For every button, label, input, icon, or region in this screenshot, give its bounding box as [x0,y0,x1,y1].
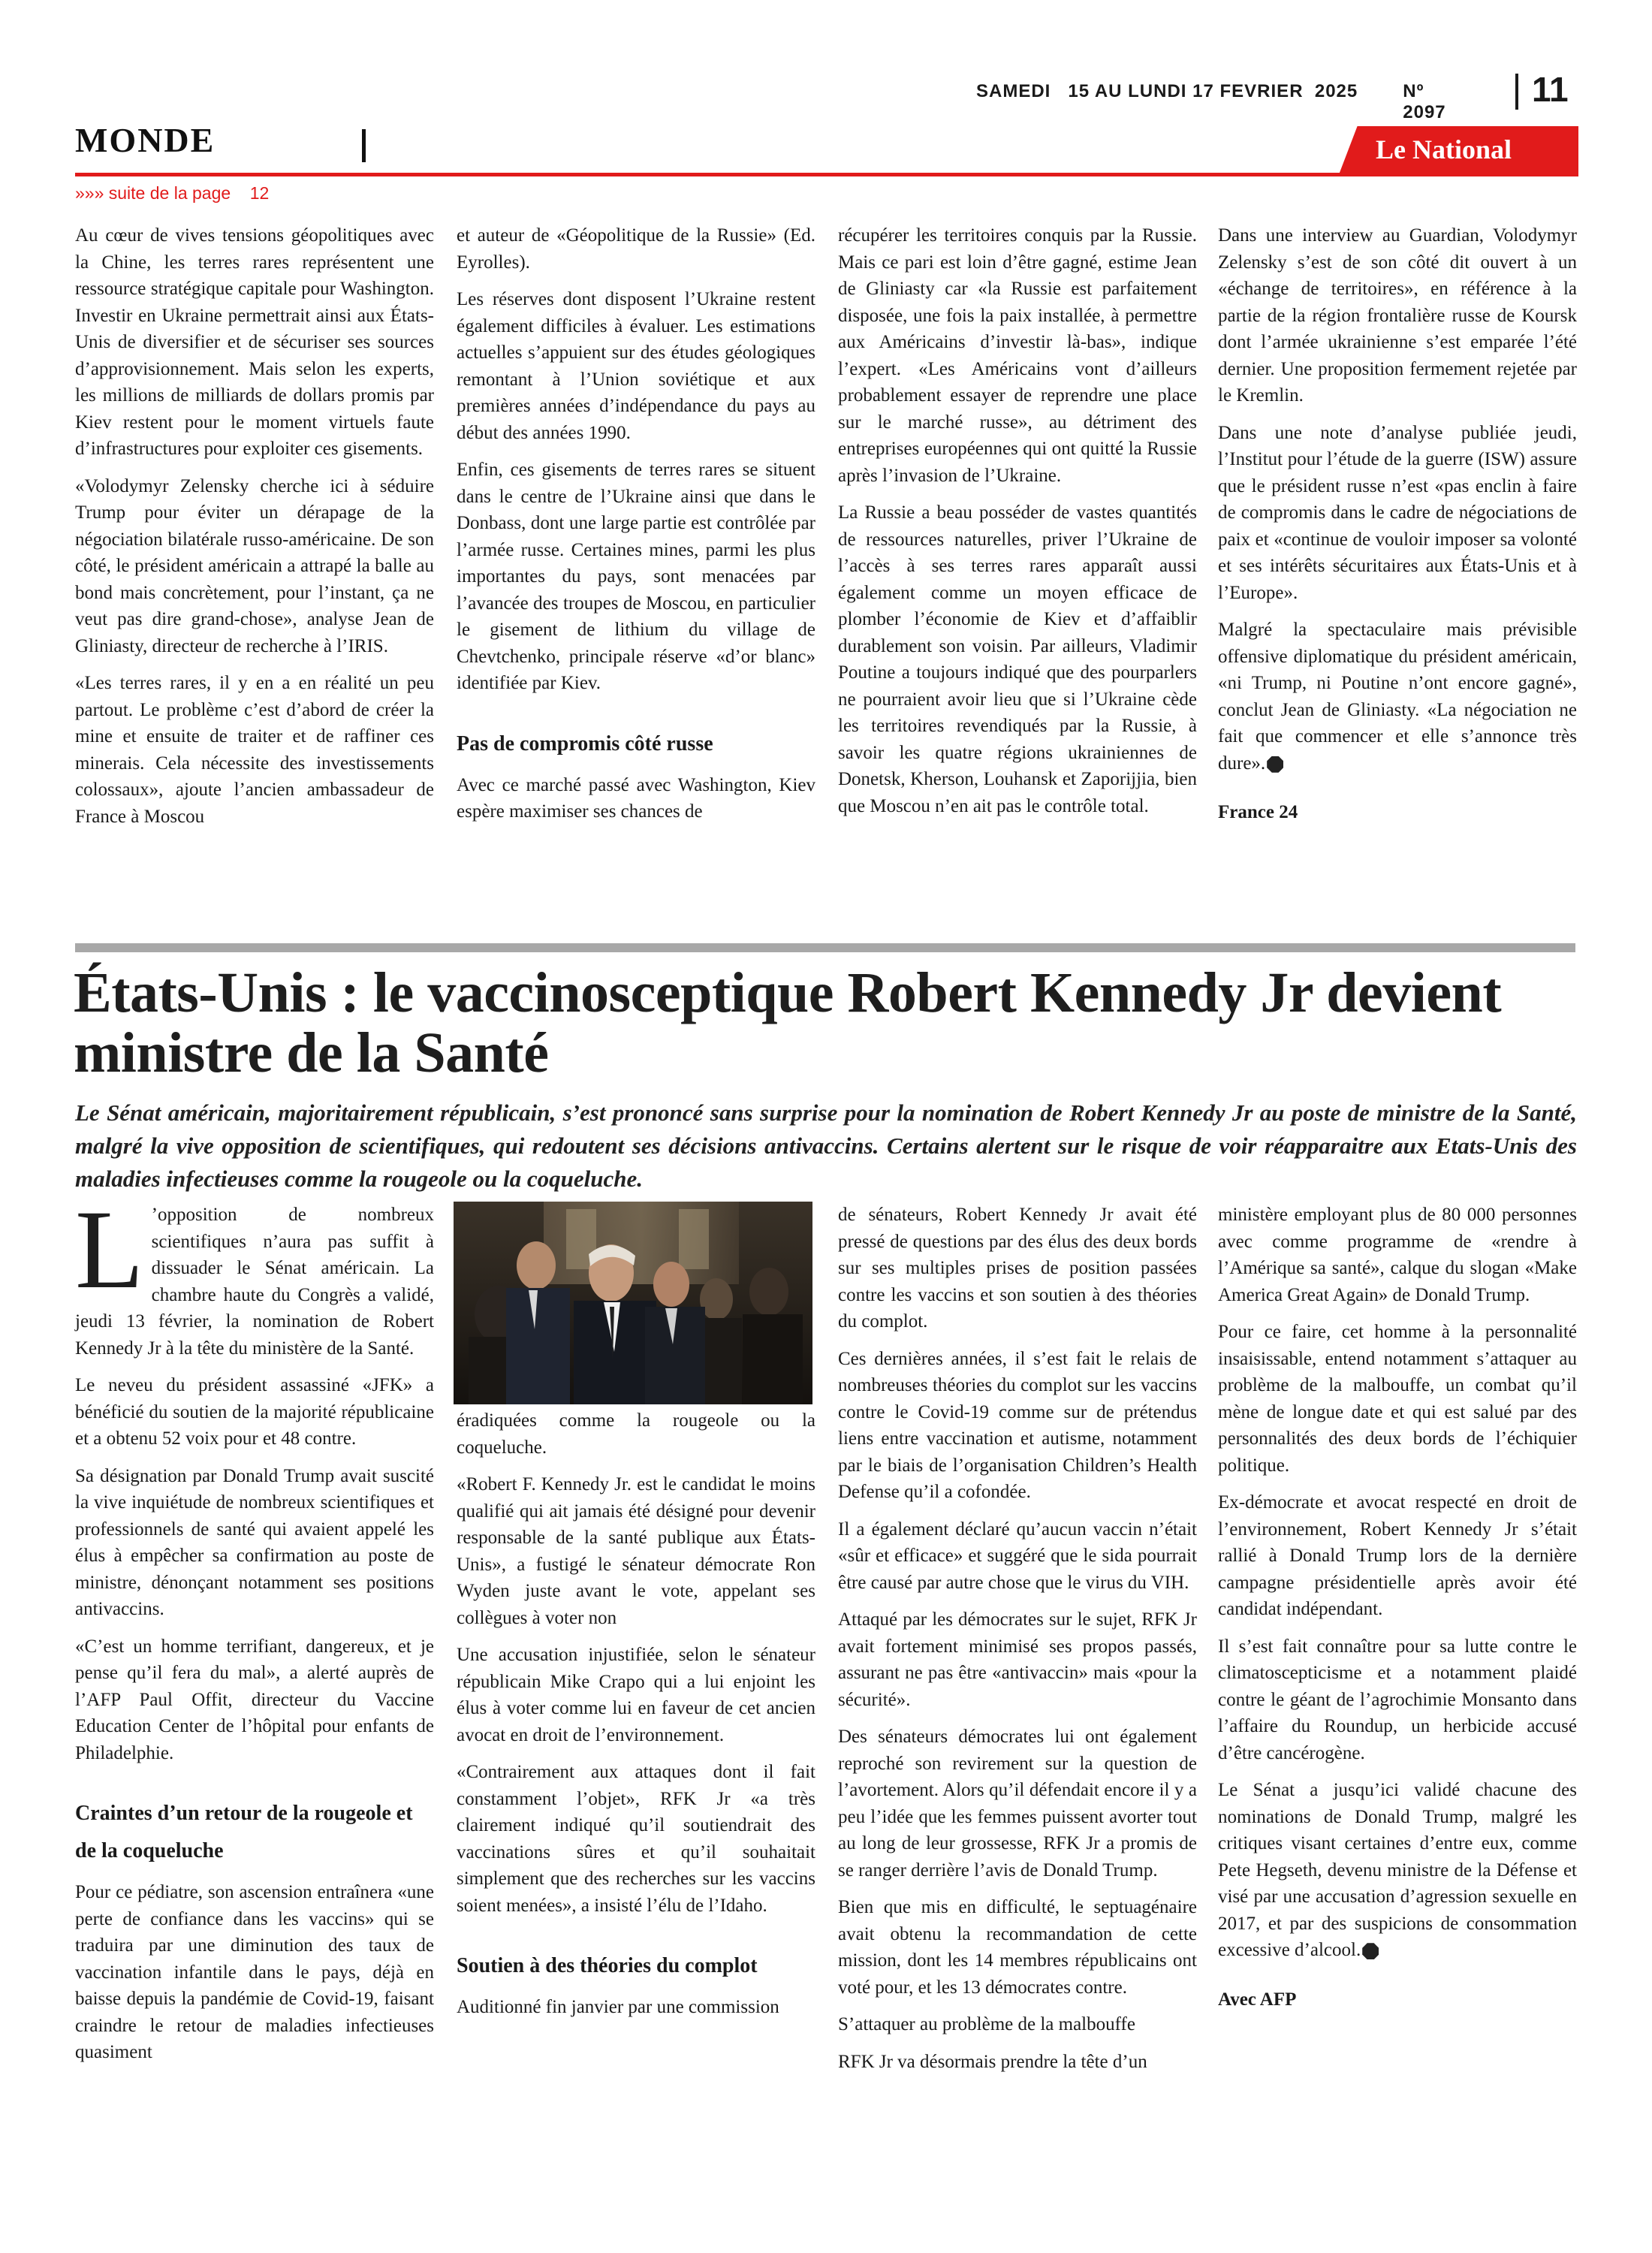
paragraph: et auteur de «Géopolitique de la Russie» (Ed. Eyrolles). [457,225,815,273]
paragraph: Attaqué par les démocrates sur le sujet, RFK Jr avait fortement minimisé ses propos passés, assurant ne pas être «antivaccin» mais «pour la sécurité». [838,1609,1197,1710]
paragraph: ministère employant plus de 80 000 personnes avec comme programme de «rendre à l’Amérique sa santé», calque du slogan «Make America Great Again» de Donald Trump. [1218,1205,1577,1305]
paragraph: Avec ce marché passé avec Washington, Kiev espère maximiser ses chances de [457,774,815,822]
paragraph: Les réserves dont disposent l’Ukraine restent également difficiles à évaluer. Les estimations actuelles s’appuient sur des études géologiques remontant à l’Union soviétique et aux premières années d’indépendance du pays au début des années 1990. [457,289,815,443]
paragraph: Des sénateurs démocrates lui ont également reproché son revirement sur la question de l’avortement. Alors qu’il défendait encore il y a peu l’idée que les femmes puissent avorter tout au long de leur grossesse, RFK Jr a promis de se ranger derrière l’avis de Donald Trump. [838,1727,1197,1881]
paragraph: Il s’est fait connaître pour sa lutte contre le climatoscepticisme et a notamment plaidé contre le géant de l’agrochimie Monsanto dans l’affaire du Roundup, un herbicide accusé d’être cancérogène. [1218,1636,1577,1763]
main-article-column-2 [457,1407,815,2031]
dropcap: L [75,1187,144,1312]
end-mark-icon [1362,1943,1379,1959]
paragraph: Le neveu du président assassiné «JFK» a bénéficié du soutien de la majorité républicaine et a obtenu 52 voix pour et 48 contre. [75,1375,434,1449]
article-source: Avec AFP [1218,1989,1297,2010]
paragraph: RFK Jr va désormais prendre la tête d’un [838,2051,1147,2072]
main-headline: États-Unis : le vaccinosceptique Robert Kennedy Jr devient ministre de la Santé [74,961,1502,1084]
paragraph-text: Le Sénat a jusqu’ici validé chacune des nominations de Donald Trump, malgré les critiques visant certaines d’entre eux, comme Pete Hegseth, devenu ministre de la Défense et visé par une accusation d’agression sexuelle en 2017, et par des suspicions de consommation excessive d’alcool. [1218,1780,1577,1960]
paragraph: Bien que mis en difficulté, le septuagénaire avait obtenu la recommandation de cette mission, dont les 14 membres républicains ont voté pour, et les 13 démocrates contre. [838,1897,1197,1998]
paragraph: de sénateurs, Robert Kennedy Jr avait été pressé de questions par des élus des deux bords sur ses multiples prises de position passées contre les vaccins et son soutien à des théories du complot. [838,1205,1197,1332]
paragraph: Ces dernières années, il s’est fait le relais de nombreuses théories du complot sur les vaccins contre le Covid-19 comme sur de prétendus liens entre vaccination et autisme, notamment par le biais de l’organisation Children’s Health Defense qu’il a cofondée. [838,1348,1197,1502]
paragraph: Dans une interview au Guardian, Volodymyr Zelensky s’est de son côté dit ouvert à un «échange de territoires», en référence à la partie de la région frontalière russe de Koursk dont l’armée ukrainienne s’est emparée l’été dernier. Une proposition fermement rejetée par le Kremlin. [1218,225,1577,406]
paragraph: «C’est un homme terrifiant, dangereux, et je pense qu’il fera du mal», a alerté auprès de l’AFP Paul Offit, directeur du Vaccine Education Center de l’hôpital pour enfants de Philadelphie. [75,1636,434,1763]
subheading: Pas de compromis côté russe [457,731,713,756]
section-title: MONDE [75,121,216,159]
paragraph: récupérer les territoires conquis par la Russie. Mais ce pari est loin d’être gagné, estime Jean de Gliniasty car «la Russie est parfaitement disposée, une fois la paix installée, à permettre aux Américains d’investir là-bas», indique l’expert. «Les Américains vont d’ailleurs probablement essayer de reprendre une place sur le marché russe», au détriment des entreprises européennes qui ont quitté la Russie après l’invasion de l’Ukraine. [838,225,1197,486]
paragraph: Enfin, ces gisements de terres rares se situent dans le centre de l’Ukraine ainsi que dans le Donbass, dont une large partie est contrôlée par l’armée russe. Certaines mines, parmi les plus importantes du pays, sont menacées par l’avancée des troupes de Moscou, en particulier le gisement de lithium du village de Chevtchenko, principale réserve «d’or blanc» identifiée par Kiev. [457,460,815,693]
end-mark-icon [1267,756,1283,773]
article-separator [75,943,1575,952]
top-article-column-4 [1218,222,1577,837]
article-photo [454,1202,812,1404]
lead-text: ’opposition de nombreux scientifiques n’aura pas suffit à dissuader le Sénat américain. La chambre haute du Congrès a validé, jeudi 13 février, la nomination de Robert Kennedy Jr à la tête du ministère de la Santé. [75,1205,434,1359]
paragraph [1218,1777,1577,1964]
paragraph-text: Malgré la spectaculaire mais prévisible offensive diplomatique du président américain, «ni Trump, ni Poutine n’ont encore gagné», conclut Jean de Gliniasty. «La négociation ne fait que commencer et elle s’annonce très dure». [1218,620,1577,774]
senate-hall-photo [454,1202,812,1404]
paragraph: Une accusation injustifiée, selon le sénateur républicain Mike Crapo qui a lui enjoint les élus à voter comme lui en faveur de cet ancien avocat en droit de l’environnement. [457,1645,815,1745]
main-article-column-1 [75,1187,434,2077]
paragraph: «Les terres rares, il y en a en réalité un peu partout. Le problème c’est d’abord de créer la mine et ensuite de traiter et de raffiner ces minerais. Cela nécessite des investissements colossaux», ajoute l’ancien ambassadeur de France à Moscou [75,673,434,827]
paragraph [1218,617,1577,777]
paragraph: «Contrairement aux attaques dont il fait constamment l’objet», RFK Jr «a très clairement indiqué qu’il soutiendrait des vaccinations sûres et qu’il souhaitait simplement que des recherches sur les vaccins soient menées», a insisté l’élu de l’Idaho. [457,1762,815,1916]
section-divider [362,129,366,162]
paragraph: Pour ce faire, cet homme à la personnalité insaisissable, entend notamment s’attaquer au problème de la malbouffe, un combat qu’il mène de longue date et qui est salué par des personnalités des deux bords de l’échiquier politique. [1218,1322,1577,1476]
header-divider [1515,74,1518,110]
subheading: Soutien à des théories du complot [457,1954,758,1977]
paragraph: Il a également déclaré qu’aucun vaccin n’était «sûr et efficace» et suggéré que le sida pourrait être causé par autre chose que le virus du VIH. [838,1519,1197,1593]
inline-subheading: S’attaquer au problème de la malbouffe [838,2014,1135,2034]
top-article-column-2 [457,222,815,836]
paragraph: Ex-démocrate et avocat respecté en droit de l’environnement, Robert Kennedy Jr s’était rallié à Donald Trump lors de la dernière campagne présidentielle après avoir été candidat indépendant. [1218,1492,1577,1619]
paragraph: Auditionné fin janvier par une commission [457,1997,779,2017]
paragraph: Dans une note d’analyse publiée jeudi, l’Institut pour l’étude de la guerre (ISW) assure que le président russe n’est «pas enclin à faire de compromis dans le cadre de négociations de paix et «continue de vouloir imposer sa volonté et ses intérêts sécuritaires aux États-Unis et à l’Europe». [1218,422,1577,603]
main-article-column-3 [838,1202,1197,2086]
lead-paragraph [75,1187,434,1362]
standfirst: Le Sénat américain, majoritairement républicain, s’est prononcé sans surprise pour la nomination de Robert Kennedy Jr au poste de ministre de la Santé, malgré la vive opposition de scientifiques, qui redoutent ses décisions antivaccins. Certains alertent sur le risque de voir réapparaitre aux Etats-Unis des maladies infectieuses comme la rougeole ou la coqueluche. [75,1099,1577,1192]
paragraph: «Volodymyr Zelensky cherche ici à séduire Trump pour éviter un dérapage de la négociation bilatérale russo-américaine. De son côté, le président américain a attrapé la balle au bond mais concrètement, pour l’instant, ça ne veut pas dire grand-chose», analyse Jean de Gliniasty, directeur de recherche à l’IRIS. [75,475,434,656]
issue-date: SAMEDI 15 AU LUNDI 17 FEVRIER 2025 [976,81,1358,101]
subheading: Craintes d’un retour de la rougeole et de la coqueluche [75,1802,413,1862]
top-article-column-1 [75,222,434,840]
paragraph: Sa désignation par Donald Trump avait suscité la vive inquiétude de nombreux scientifiques et professionnels de santé qui avaient appelé les élus à empêcher sa confirmation au poste de ministre, dénonçant notamment ses positions antivaccins. [75,1465,434,1619]
main-article-column-4 [1218,1202,1577,2023]
top-article-column-3 [838,222,1197,830]
continued-from-link[interactable]: »»» suite de la page 12 [75,183,270,203]
paragraph: Au cœur de vives tensions géopolitiques avec la Chine, les terres rares représentent une ressource stratégique capitale pour Washington. Investir en Ukraine permettrait ainsi aux États-Unis de diversifier et de sécuriser ses sources d’approvisionnement. Mais selon les experts, les millions de milliards de dollars promis par Kiev restent pour le moment virtuels faute d’infrastructures pour exploiter ces gisements. [75,225,434,459]
paragraph: «Robert F. Kennedy Jr. est le candidat le moins qualifié qui ait jamais été désigné pour devenir responsable de la santé publique aux États-Unis», a fustigé le sénateur démocrate Ron Wyden juste avant le vote, appelant ses collègues à voter non [457,1474,815,1628]
issue-date-line [976,81,1464,123]
paragraph: Pour ce pédiatre, son ascension entraînera «une perte de confiance dans les vaccins» qui se traduira par une diminution des taux de vaccination infantile dans le pays, déjà en baisse depuis la pandémie de Covid-19, faisant craindre le retour de maladies infectieuses quasiment [75,1882,434,2062]
issue-number: Nº 2097 [1403,81,1446,122]
article-source: France 24 [1218,802,1298,822]
page-number: 11 [1532,70,1569,109]
paragraph: éradiquées comme la rougeole ou la coqueluche. [457,1410,815,1458]
paragraph: La Russie a beau posséder de vastes quantités de ressources naturelles, priver l’Ukraine de l’accès à ses terres rares apparaît aussi également comme un moyen efficace de plomber l’économie de Kiev et d’affaiblir durablement son voisin. Par ailleurs, Vladimir Poutine a toujours indiqué que des pourparlers ne pourraient avoir lieu que si l’Ukraine cède les territoires revendiqués par la Russie, à savoir les quatre régions ukrainiennes de Donetsk, Kherson, Louhansk et Zaporijjia, bien que Moscou n’en ait pas le contrôle total. [838,502,1197,816]
brand-name: Le National [1376,134,1512,164]
